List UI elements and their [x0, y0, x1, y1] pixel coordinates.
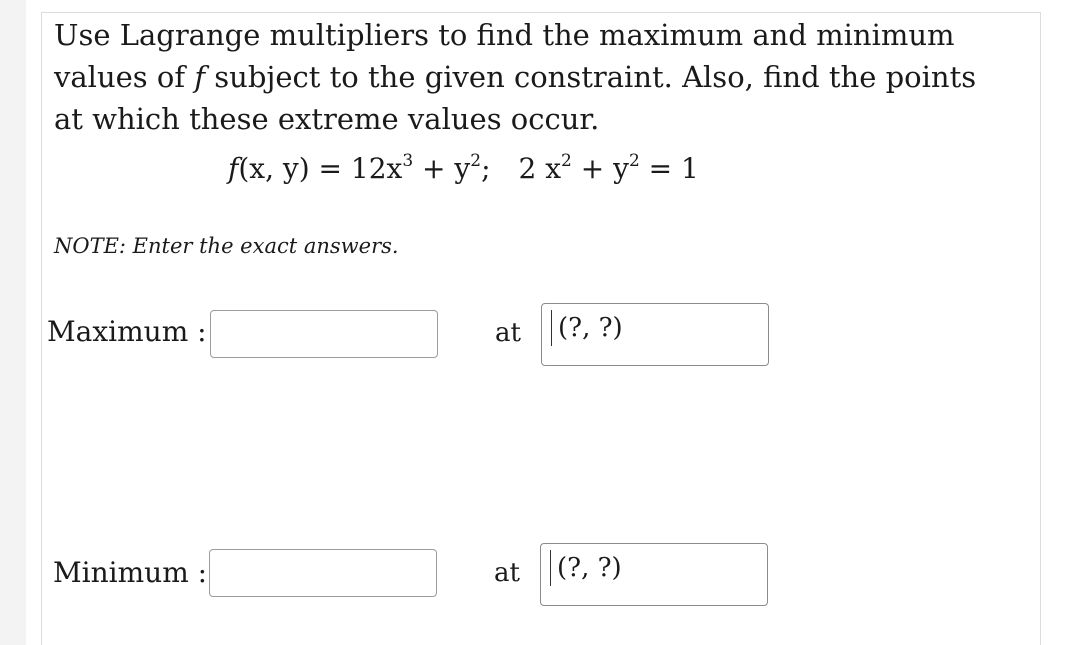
eq-term2: + y	[413, 152, 471, 185]
eq-exp3: 2	[561, 151, 572, 171]
minimum-at-label: at	[494, 558, 520, 588]
eq-function-name: f	[228, 152, 239, 185]
maximum-label: Maximum :	[47, 315, 207, 348]
eq-rhs: = 1	[639, 152, 699, 185]
problem-text-start: Use Lagrange multipliers to find the maximum and minimum values of	[54, 18, 955, 94]
eq-term3: 2 x	[518, 152, 562, 185]
function-symbol: f	[194, 60, 206, 94]
eq-term1: 12x	[350, 152, 403, 185]
left-gutter	[0, 0, 26, 645]
eq-exp2: 2	[470, 151, 482, 171]
eq-term4: + y	[571, 152, 629, 185]
equation	[228, 152, 699, 185]
maximum-at-label: at	[495, 318, 521, 348]
maximum-point-value: (?, ?)	[551, 310, 623, 346]
eq-args: (x, y)	[238, 152, 310, 185]
minimum-label: Minimum :	[53, 556, 208, 589]
eq-separator: ;	[481, 152, 491, 185]
problem-text-end: subject to the given constraint. Also, find the points at which these extreme values occur.	[54, 60, 977, 136]
minimum-value-input[interactable]	[209, 549, 437, 597]
minimum-point-value: (?, ?)	[550, 550, 622, 586]
eq-exp1: 3	[402, 151, 414, 171]
note-text: NOTE: Enter the exact answers.	[54, 234, 399, 258]
eq-exp4: 2	[628, 151, 640, 171]
maximum-point-input[interactable]	[541, 303, 769, 366]
minimum-point-input[interactable]	[540, 543, 768, 606]
eq-equals: =	[309, 152, 351, 185]
maximum-value-input[interactable]	[210, 310, 438, 358]
problem-statement	[54, 14, 1014, 140]
